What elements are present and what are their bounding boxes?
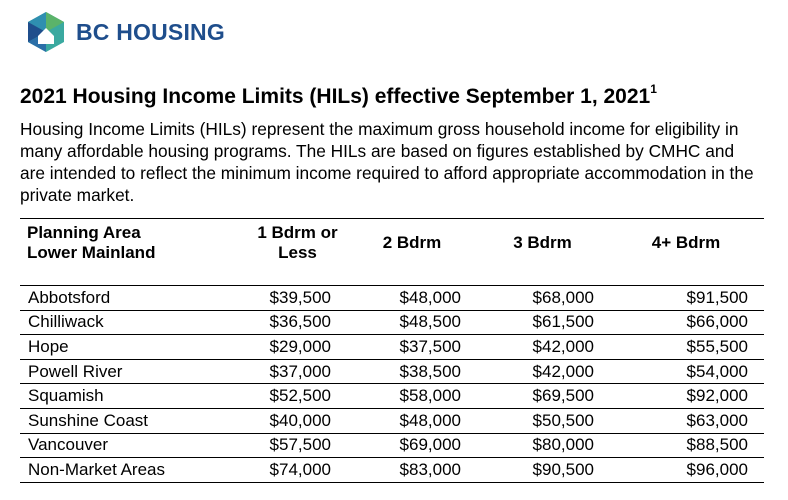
income-limits-table (20, 218, 764, 483)
income-4-bdrm-cell: $63,000 (608, 408, 764, 433)
income-2-bdrm-cell: $37,500 (347, 335, 477, 360)
header-area-line2: Lower Mainland (27, 243, 156, 262)
table-row (20, 408, 764, 433)
header-1-bdrm (248, 219, 347, 268)
income-1-bdrm-cell: $40,000 (248, 408, 347, 433)
table-row (20, 359, 764, 384)
planning-area-cell: Sunshine Coast (20, 408, 248, 433)
table-row (20, 384, 764, 409)
income-3-bdrm-cell: $69,500 (477, 384, 608, 409)
planning-area-cell: Squamish (20, 384, 248, 409)
income-3-bdrm-cell: $68,000 (477, 286, 608, 311)
header-planning-area (20, 219, 248, 268)
planning-area-cell: Chilliwack (20, 310, 248, 335)
page-title (20, 84, 657, 109)
income-1-bdrm-cell: $36,500 (248, 310, 347, 335)
table-row (20, 433, 764, 458)
income-3-bdrm-cell: $90,500 (477, 458, 608, 483)
income-1-bdrm-cell: $57,500 (248, 433, 347, 458)
income-3-bdrm-cell: $50,500 (477, 408, 608, 433)
table-row (20, 335, 764, 360)
income-1-bdrm-cell: $74,000 (248, 458, 347, 483)
header-2-bdrm: 2 Bdrm (347, 219, 477, 268)
planning-area-cell: Powell River (20, 359, 248, 384)
income-2-bdrm-cell: $58,000 (347, 384, 477, 409)
income-4-bdrm-cell: $66,000 (608, 310, 764, 335)
income-1-bdrm-cell: $37,000 (248, 359, 347, 384)
header-col1-line2: Less (278, 243, 317, 262)
planning-area-cell: Non-Market Areas (20, 458, 248, 483)
planning-area-cell: Abbotsford (20, 286, 248, 311)
income-3-bdrm-cell: $80,000 (477, 433, 608, 458)
title-text: 2021 Housing Income Limits (HILs) effective September 1, 2021 (20, 85, 651, 108)
planning-area-cell: Vancouver (20, 433, 248, 458)
income-1-bdrm-cell: $39,500 (248, 286, 347, 311)
income-2-bdrm-cell: $48,000 (347, 408, 477, 433)
planning-area-cell: Hope (20, 335, 248, 360)
income-2-bdrm-cell: $69,000 (347, 433, 477, 458)
header-area-line1: Planning Area (27, 223, 141, 242)
income-3-bdrm-cell: $42,000 (477, 335, 608, 360)
income-4-bdrm-cell: $92,000 (608, 384, 764, 409)
income-3-bdrm-cell: $42,000 (477, 359, 608, 384)
income-1-bdrm-cell: $29,000 (248, 335, 347, 360)
income-4-bdrm-cell: $91,500 (608, 286, 764, 311)
income-4-bdrm-cell: $55,500 (608, 335, 764, 360)
description: Housing Income Limits (HILs) represent the maximum gross household income for eligibility in many affordable housing programs. The HILs are based on figures established by CMHC and are intended to reflect the minimum income required to afford appropriate accommodation in the private market. (20, 119, 754, 205)
table-row (20, 286, 764, 311)
income-2-bdrm-cell: $83,000 (347, 458, 477, 483)
bc-housing-logo-icon (24, 10, 68, 54)
header-spacer (20, 267, 764, 286)
income-2-bdrm-cell: $48,500 (347, 310, 477, 335)
header-4-bdrm: 4+ Bdrm (608, 219, 764, 268)
income-2-bdrm-cell: $48,000 (347, 286, 477, 311)
income-4-bdrm-cell: $88,500 (608, 433, 764, 458)
income-2-bdrm-cell: $38,500 (347, 359, 477, 384)
income-4-bdrm-cell: $54,000 (608, 359, 764, 384)
table-row (20, 458, 764, 483)
income-4-bdrm-cell: $96,000 (608, 458, 764, 483)
header-3-bdrm: 3 Bdrm (477, 219, 608, 268)
logo-text: BC HOUSING (76, 18, 225, 45)
income-3-bdrm-cell: $61,500 (477, 310, 608, 335)
title-footnote: 1 (650, 82, 657, 96)
table-header-row (20, 219, 764, 268)
header-col1-line1: 1 Bdrm or (257, 223, 338, 242)
table-row (20, 310, 764, 335)
income-1-bdrm-cell: $52,500 (248, 384, 347, 409)
bc-housing-logo (24, 10, 225, 54)
